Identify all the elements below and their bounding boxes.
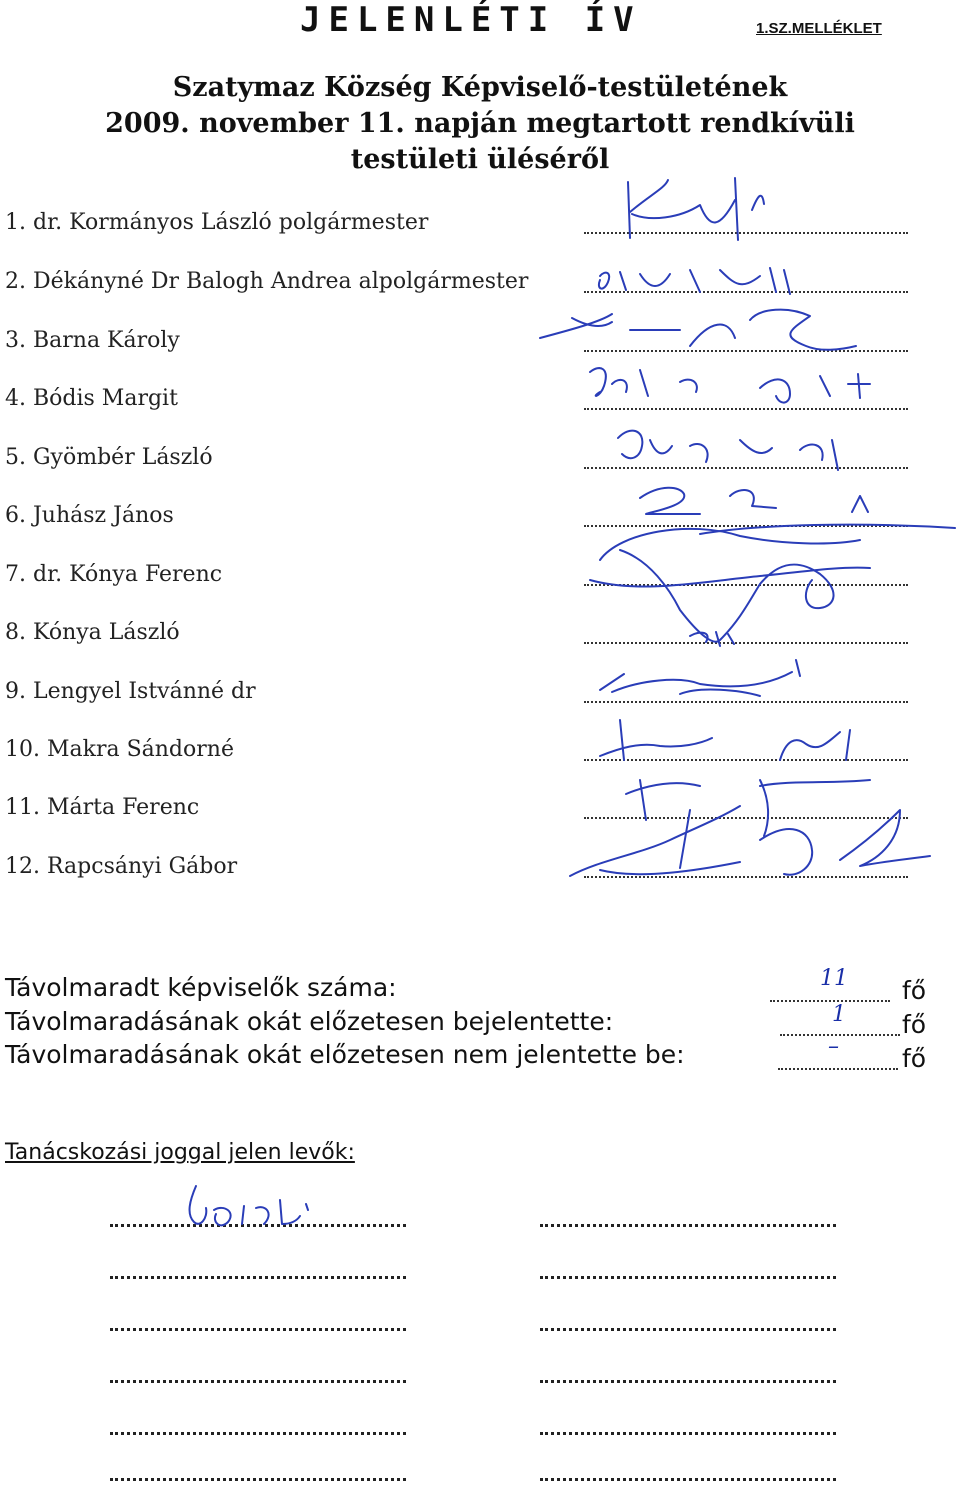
- member-name: 9. Lengyel Istvánné dr: [5, 679, 256, 704]
- heading-line-2: 2009. november 11. napján megtartott rendkívüli: [105, 108, 855, 139]
- advisory-line: [540, 1380, 836, 1383]
- member-name: 3. Barna Károly: [5, 328, 180, 353]
- advisory-line: [110, 1478, 406, 1481]
- advisory-line: [540, 1432, 836, 1435]
- advisory-title: Tanácskozási joggal jelen levők:: [5, 1140, 355, 1165]
- absence-label: Távolmaradásának okát előzetesen bejelentette:: [5, 1007, 614, 1036]
- absence-count: 11: [820, 966, 848, 991]
- signature-line: [584, 291, 908, 293]
- heading-line-3: testületi üléséről: [350, 144, 610, 175]
- advisory-line: [110, 1276, 406, 1279]
- absence-unit: fő: [902, 976, 927, 1005]
- heading-line-1: Szatymaz Község Képviselő-testületének: [172, 72, 788, 103]
- advisory-line: [540, 1328, 836, 1331]
- absence-label: Távolmaradásának okát előzetesen nem jelentette be:: [5, 1040, 685, 1069]
- advisory-line: [540, 1224, 836, 1227]
- signature-line: [584, 876, 908, 878]
- absence-unit: fő: [902, 1044, 927, 1073]
- absence-count: 1: [832, 1002, 846, 1027]
- absence-label: Távolmaradt képviselők száma:: [5, 973, 397, 1002]
- signature-3: [540, 310, 856, 350]
- member-name: 7. dr. Kónya Ferenc: [5, 562, 223, 587]
- annex-label: 1.SZ.MELLÉKLET: [756, 20, 882, 37]
- advisory-line: [110, 1224, 406, 1227]
- document-title: JELENLÉTI ÍV: [300, 0, 642, 40]
- member-name: 2. Dékányné Dr Balogh Andrea alpolgármester: [5, 269, 529, 294]
- signature-line: [584, 701, 908, 703]
- advisory-line: [110, 1432, 406, 1435]
- advisory-line: [540, 1478, 836, 1481]
- advisory-line: [110, 1380, 406, 1383]
- member-name: 5. Gyömbér László: [5, 445, 213, 470]
- signature-line: [584, 350, 908, 352]
- signature-1: [628, 178, 764, 240]
- signature-line: [584, 232, 908, 234]
- signature-line: [584, 759, 908, 761]
- signature-5: [618, 431, 838, 470]
- absence-unit: fő: [902, 1010, 927, 1039]
- signature-10: [600, 720, 850, 760]
- member-name: 4. Bódis Margit: [5, 386, 178, 411]
- member-name: 6. Juhász János: [5, 503, 174, 528]
- signature-9: [600, 660, 800, 696]
- signature-4: [590, 368, 870, 403]
- absence-line: [778, 1068, 898, 1070]
- signature-line: [584, 525, 908, 527]
- member-name: 1. dr. Kormányos László polgármester: [5, 210, 429, 235]
- absence-line: [780, 1034, 900, 1036]
- advisory-line: [110, 1328, 406, 1331]
- absence-count: –: [828, 1034, 839, 1059]
- signature-line: [584, 817, 908, 819]
- member-name: 10. Makra Sándorné: [5, 737, 234, 762]
- signature-line: [584, 467, 908, 469]
- absence-line: [770, 1000, 890, 1002]
- signature-6: [640, 488, 955, 534]
- signature-line: [584, 642, 908, 644]
- member-name: 12. Rapcsányi Gábor: [5, 854, 238, 879]
- member-name: 8. Kónya László: [5, 620, 180, 645]
- signature-11: [626, 780, 870, 836]
- member-name: 11. Márta Ferenc: [5, 795, 200, 820]
- signature-line: [584, 408, 908, 410]
- advisory-line: [540, 1276, 836, 1279]
- signature-line: [584, 584, 908, 586]
